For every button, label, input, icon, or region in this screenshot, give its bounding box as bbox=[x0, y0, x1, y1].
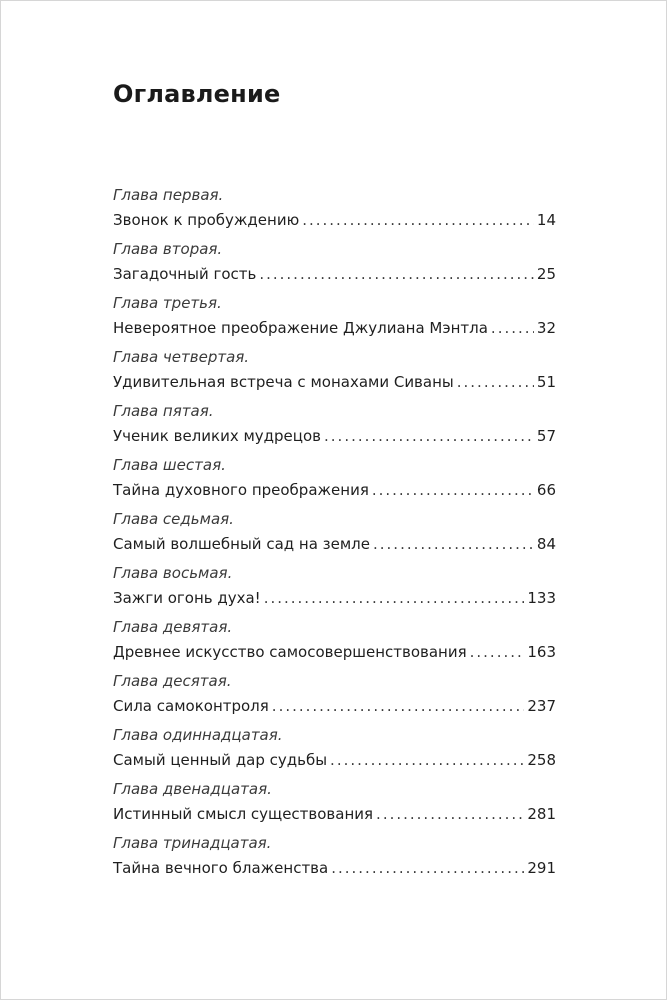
page-number: 66 bbox=[536, 481, 556, 499]
dot-leader bbox=[264, 585, 525, 611]
table-of-contents bbox=[113, 183, 556, 885]
chapter-line bbox=[113, 423, 556, 449]
chapter-label: Глава пятая. bbox=[113, 402, 214, 420]
dot-leader bbox=[376, 801, 524, 827]
dot-leader bbox=[331, 855, 524, 881]
chapter-label: Глава восьмая. bbox=[113, 564, 233, 582]
chapter-title: Древнее искусство самосовершенствования bbox=[113, 643, 467, 661]
chapter-title: Звонок к пробуждению bbox=[113, 211, 300, 229]
chapter-label: Глава четвертая. bbox=[113, 348, 250, 366]
page-title: Оглавление bbox=[113, 80, 281, 108]
dot-leader bbox=[470, 639, 525, 665]
dot-leader bbox=[272, 693, 525, 719]
chapter-line bbox=[113, 369, 556, 395]
chapter-title: Истинный смысл существования bbox=[113, 805, 374, 823]
toc-entry[interactable] bbox=[113, 453, 556, 507]
chapter-title: Загадочный гость bbox=[113, 265, 257, 283]
chapter-line bbox=[113, 531, 556, 557]
chapter-line bbox=[113, 639, 556, 665]
chapter-line bbox=[113, 855, 556, 881]
chapter-line bbox=[113, 315, 556, 341]
chapter-label: Глава тринадцатая. bbox=[113, 834, 272, 852]
chapter-line bbox=[113, 801, 556, 827]
toc-entry[interactable] bbox=[113, 183, 556, 237]
page-number: 258 bbox=[527, 751, 556, 769]
toc-entry[interactable] bbox=[113, 777, 556, 831]
chapter-label: Глава девятая. bbox=[113, 618, 233, 636]
chapter-title: Тайна духовного преображения bbox=[113, 481, 369, 499]
chapter-line bbox=[113, 585, 556, 611]
chapter-title: Зажги огонь духа! bbox=[113, 589, 261, 607]
page-number: 133 bbox=[527, 589, 556, 607]
chapter-title: Невероятное преображение Джулиана Мэнтла bbox=[113, 319, 488, 337]
toc-entry[interactable] bbox=[113, 561, 556, 615]
page-number: 14 bbox=[536, 211, 556, 229]
chapter-title: Самый ценный дар судьбы bbox=[113, 751, 328, 769]
toc-entry[interactable] bbox=[113, 399, 556, 453]
chapter-title: Самый волшебный сад на земле bbox=[113, 535, 370, 553]
chapter-line bbox=[113, 747, 556, 773]
dot-leader bbox=[330, 747, 524, 773]
toc-entry[interactable] bbox=[113, 831, 556, 885]
dot-leader bbox=[373, 531, 534, 557]
chapter-label: Глава одиннадцатая. bbox=[113, 726, 283, 744]
page-number: 281 bbox=[527, 805, 556, 823]
dot-leader bbox=[302, 207, 534, 233]
chapter-label: Глава шестая. bbox=[113, 456, 226, 474]
page-number: 237 bbox=[527, 697, 556, 715]
chapter-title: Тайна вечного блаженства bbox=[113, 859, 329, 877]
page-number: 163 bbox=[527, 643, 556, 661]
dot-leader bbox=[372, 477, 534, 503]
chapter-line bbox=[113, 207, 556, 233]
chapter-label: Глава седьмая. bbox=[113, 510, 234, 528]
page-number: 84 bbox=[536, 535, 556, 553]
chapter-label: Глава двенадцатая. bbox=[113, 780, 272, 798]
dot-leader bbox=[491, 315, 534, 341]
toc-entry[interactable] bbox=[113, 615, 556, 669]
chapter-line bbox=[113, 477, 556, 503]
dot-leader bbox=[259, 261, 534, 287]
chapter-line bbox=[113, 693, 556, 719]
page-number: 32 bbox=[536, 319, 556, 337]
chapter-label: Глава третья. bbox=[113, 294, 222, 312]
page-number: 291 bbox=[527, 859, 556, 877]
page-number: 51 bbox=[536, 373, 556, 391]
dot-leader bbox=[324, 423, 534, 449]
page-number: 57 bbox=[536, 427, 556, 445]
toc-entry[interactable] bbox=[113, 507, 556, 561]
dot-leader bbox=[457, 369, 534, 395]
toc-entry[interactable] bbox=[113, 237, 556, 291]
toc-entry[interactable] bbox=[113, 345, 556, 399]
chapter-label: Глава первая. bbox=[113, 186, 224, 204]
toc-entry[interactable] bbox=[113, 669, 556, 723]
chapter-label: Глава десятая. bbox=[113, 672, 232, 690]
chapter-title: Удивительная встреча с монахами Сиваны bbox=[113, 373, 454, 391]
chapter-title: Сила самоконтроля bbox=[113, 697, 269, 715]
toc-entry[interactable] bbox=[113, 723, 556, 777]
chapter-line bbox=[113, 261, 556, 287]
chapter-title: Ученик великих мудрецов bbox=[113, 427, 322, 445]
toc-entry[interactable] bbox=[113, 291, 556, 345]
page-number: 25 bbox=[536, 265, 556, 283]
chapter-label: Глава вторая. bbox=[113, 240, 223, 258]
